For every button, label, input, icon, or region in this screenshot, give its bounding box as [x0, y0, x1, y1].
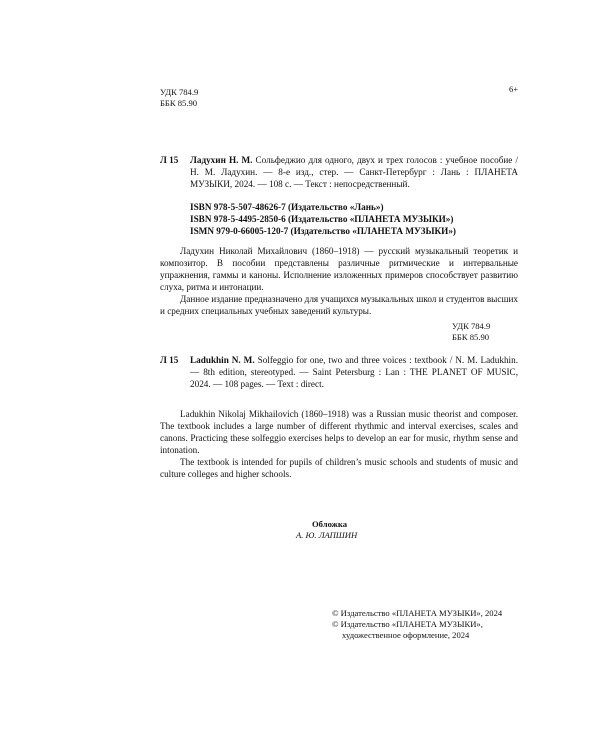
isbn-lan: ISBN 978-5-507-48626-7 (Издательство «Лань»)	[190, 202, 384, 212]
udk-code: УДК 784.9	[160, 87, 199, 97]
en-udk-code: УДК 784.9	[452, 321, 491, 331]
copyright-line-3: художественное оформление, 2024	[342, 630, 470, 640]
ru-abstract-p2: Данное издание предназначено для учащихся музыкальных школ и студентов высших и средних специальных учебных заведений культуры.	[160, 294, 518, 316]
en-bbk-code: ББК 85.90	[452, 332, 490, 342]
isbn-block	[190, 201, 520, 237]
ru-abstract-p1: Ладухин Николай Михайлович (1860–1918) — русский музыкальный теоретик и композитор. В пособии представлены различные ритмические и интервальные упражнения, гаммы и каноны. Исполнение изложенных примеров способствует развитию слуха, ритма и интонации.	[160, 246, 518, 292]
ismn-planeta: ISMN 979-0-66005-120-7 (Издательство «ПЛАНЕТА МУЗЫКИ»)	[190, 226, 456, 236]
copyright-line-1: © Издательство «ПЛАНЕТА МУЗЫКИ», 2024	[332, 608, 503, 618]
ru-abstract	[160, 245, 518, 317]
bbk-code: ББК 85.90	[160, 98, 198, 108]
cover-artist: А. Ю. ЛАПШИН	[296, 530, 358, 540]
ru-classification-code: Л 15	[160, 155, 179, 165]
en-abstract-p1: Ladukhin Nikolaj Mikhailovich (1860–1918) was a Russian music theorist and composer. The textbook includes a large number of different rhythmic and interval exercises, scales and canons. Practicing these solfeggio exercises helps to develop an ear for music, rhythm sense and intonation.	[160, 409, 518, 455]
ru-record	[160, 154, 518, 190]
isbn-planeta: ISBN 978-5-4495-2850-6 (Издательство «ПЛАНЕТА МУЗЫКИ»)	[190, 214, 454, 224]
en-author: Ladukhin N. M.	[190, 355, 255, 365]
en-abstract	[160, 408, 518, 480]
cover-label: Обложка	[312, 519, 348, 529]
copyright-line-2: © Издательство «ПЛАНЕТА МУЗЫКИ»,	[332, 619, 483, 629]
en-classification-code: Л 15	[160, 355, 179, 365]
age-rating: 6+	[509, 84, 519, 94]
en-biblio: Solfeggio for one, two and three voices : textbook / N. M. Ladukhin. — 8th edition, stereotyped. — Saint Petersburg : Lan : THE PLANET OF MUSIC, 2024. — 108 pages. — Text : direct.	[190, 355, 518, 389]
ru-biblio: Сольфеджио для одного, двух и трех голосов : учебное пособие / Н. М. Ладухин. — 8-е изд., стер. — Санкт-Петербург : Лань : ПЛАНЕТА МУЗЫКИ, 2024. — 108 с. — Текст : непосредственный.	[190, 155, 519, 189]
en-abstract-p2: The textbook is intended for pupils of children’s music schools and students of music and culture colleges and higher schools.	[160, 457, 518, 479]
en-record	[160, 354, 518, 390]
ru-author: Ладухин Н. М.	[190, 155, 253, 165]
